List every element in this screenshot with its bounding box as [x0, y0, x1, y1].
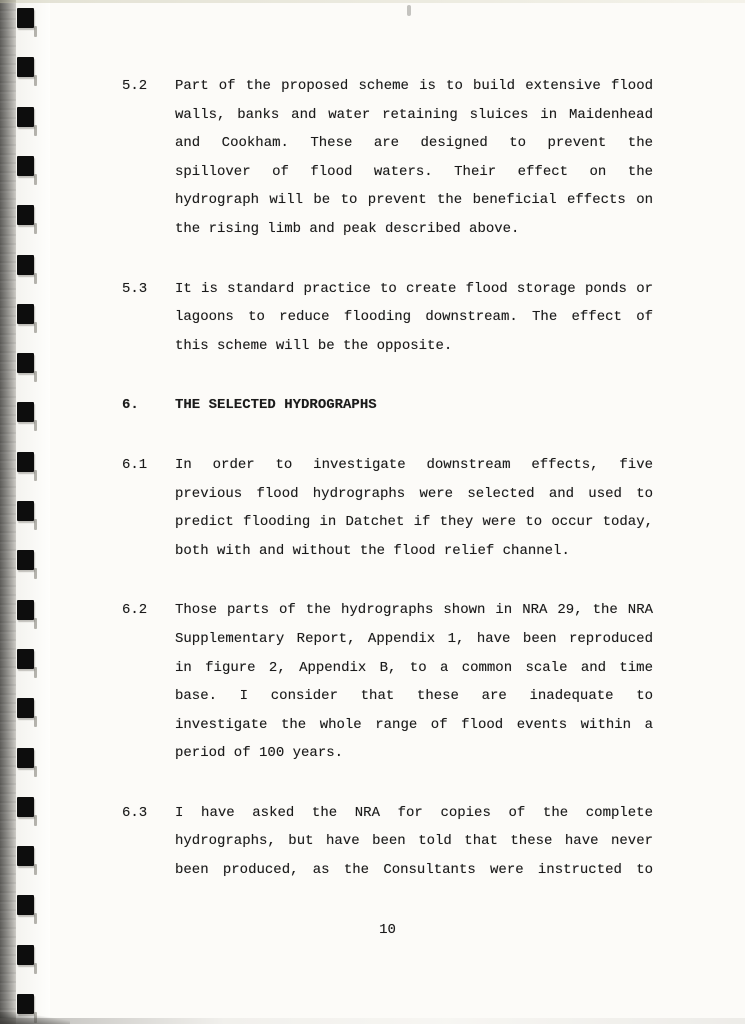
text-line: previous flood hydrographs were selected and used to — [175, 485, 653, 502]
binding-tooth — [17, 304, 34, 324]
binding-tooth — [17, 797, 34, 817]
scan-edge-top — [0, 0, 745, 3]
text-line: both with and without the flood relief channel. — [175, 542, 570, 559]
text-line: spillover of flood waters. Their effect on the — [175, 163, 653, 180]
section-row — [122, 275, 653, 361]
binding-tooth — [17, 649, 34, 669]
binding-tooth — [17, 8, 34, 28]
sections — [122, 72, 653, 885]
text-line: investigate the whole range of flood events within a — [175, 716, 653, 733]
text-line: and Cookham. These are designed to prevent the — [175, 135, 653, 152]
section-number: 6. — [122, 397, 139, 414]
binding-tooth — [17, 205, 34, 225]
binding-tooth — [17, 57, 34, 77]
binding-tooth — [17, 945, 34, 965]
binding-tooth — [17, 255, 34, 275]
section-number: 5.2 — [122, 78, 148, 94]
section-row — [122, 391, 653, 420]
binding-tooth — [17, 353, 34, 373]
text-line: period of 100 years. — [175, 745, 344, 762]
section-row — [122, 799, 653, 885]
text-line: I have asked the NRA for copies of the complete — [175, 804, 653, 821]
scan-speck — [407, 5, 411, 16]
text-line: hydrographs, but have been told that these have never — [175, 833, 653, 850]
text-line: In order to investigate downstream effects, five — [175, 456, 653, 473]
text-line: the rising limb and peak described above. — [175, 220, 520, 237]
section-row — [122, 451, 653, 565]
text-line: Supplementary Report, Appendix 1, have been reproduced — [175, 630, 653, 647]
text-line: Part of the proposed scheme is to build extensive flood — [175, 78, 653, 94]
section-row — [122, 72, 653, 244]
section-text — [175, 596, 653, 768]
binding-tooth — [17, 107, 34, 127]
section-number: 6.1 — [122, 456, 148, 473]
binding-tooth — [17, 748, 34, 768]
binding-tooth — [17, 698, 34, 718]
section-row — [122, 596, 653, 768]
document-page — [122, 72, 653, 944]
text-line: lagoons to reduce flooding downstream. The effect of — [175, 309, 653, 326]
section-number: 6.2 — [122, 602, 148, 619]
text-line: walls, banks and water retaining sluices in Maidenhead — [175, 106, 653, 123]
section-text — [175, 391, 653, 420]
binding-tooth — [17, 600, 34, 620]
section-text — [175, 275, 653, 361]
scan-edge-bottom — [0, 1018, 745, 1024]
section-number: 6.3 — [122, 804, 148, 821]
text-line: Those parts of the hydrographs shown in NRA 29, the NRA — [175, 602, 653, 619]
section-text — [175, 72, 653, 244]
binding-tooth — [17, 156, 34, 176]
text-line: base. I consider that these are inadequate to — [175, 688, 653, 705]
text-line: in figure 2, Appendix B, to a common scale and time — [175, 659, 653, 676]
text-line: predict flooding in Datchet if they were to occur today, — [175, 514, 653, 531]
binding-tooth — [17, 846, 34, 866]
section-number: 5.3 — [122, 280, 148, 297]
binding-tooth — [17, 994, 34, 1014]
text-line: It is standard practice to create flood storage ponds or — [175, 280, 653, 297]
section-text — [175, 451, 653, 565]
text-line: this scheme will be the opposite. — [175, 337, 453, 354]
section-heading: THE SELECTED HYDROGRAPHS — [175, 397, 377, 414]
page-number: 10 — [379, 921, 396, 938]
text-line: been produced, as the Consultants were instructed to — [175, 862, 653, 879]
text-line: hydrograph will be to prevent the beneficial effects on — [175, 192, 653, 209]
section-text — [175, 799, 653, 885]
binding-tooth — [17, 501, 34, 521]
binding-tooth — [17, 550, 34, 570]
binding-tooth — [17, 402, 34, 422]
binding-tooth — [17, 452, 34, 472]
binding-tooth — [17, 895, 34, 915]
